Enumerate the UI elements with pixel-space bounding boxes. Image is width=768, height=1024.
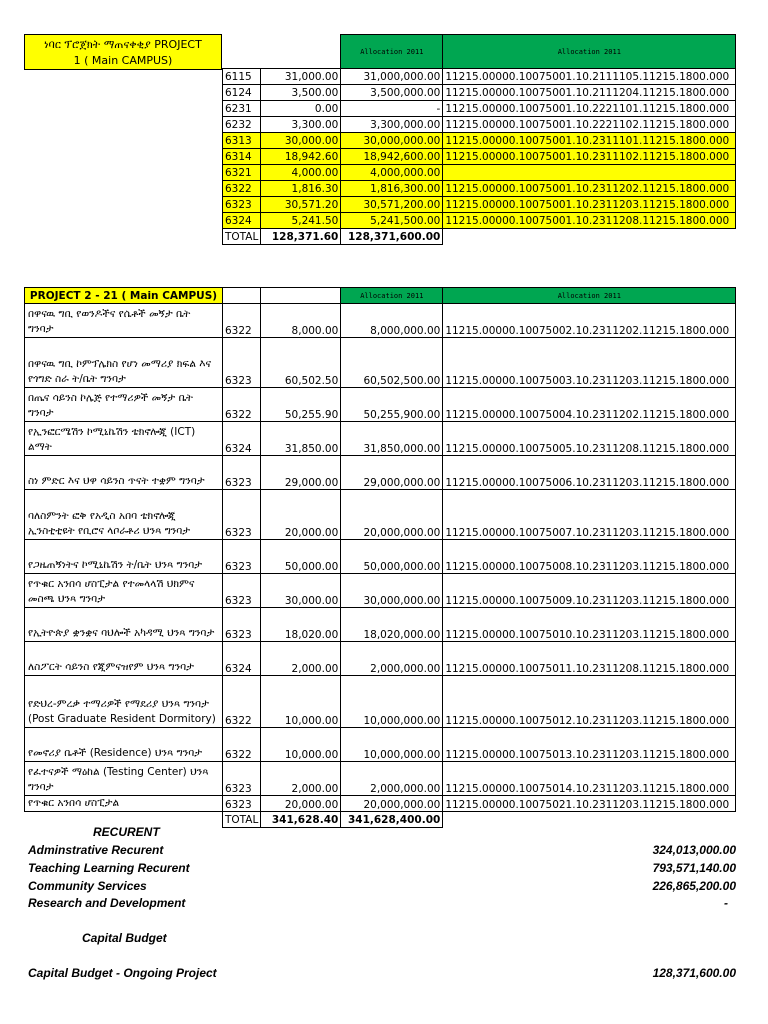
account-code-cell: 11215.00000.10075001.10.2111204.11215.1800.000 [443,85,736,101]
budget-code-cell: 6323 [223,490,261,540]
research-value: - [724,896,728,910]
project1-row [223,213,736,229]
budget-code-cell: 6322 [223,181,261,197]
allocation-header: Allocation 2011 [341,288,443,304]
teaching-recurent-value: 793,571,140.00 [652,861,736,875]
budget-code-cell: 6322 [223,728,261,762]
project-description-cell: የድህረ-ምረቃ ተማሪዎች የማደሪያ ህንጻ ግንባታ (Post Graduate Resident Dormitory) [25,676,223,728]
budget-code-cell: 6324 [223,642,261,676]
blank-cell [223,35,261,69]
allocation-cell: 10,000,000.00 [341,728,443,762]
project-description-cell: የጥቁር አንበሳ ሆስፒታል የተመላላሽ ህክምና መስጫ ህንጻ ግንባታ [25,574,223,608]
account-code-cell: 11215.00000.10075007.10.2311203.11215.1800.000 [443,490,736,540]
community-services-label: Community Services [28,879,147,893]
budget-code-cell: 6323 [223,456,261,490]
account-code-cell [443,165,736,181]
project-description-cell: በዋናዉ ግቢ ኮምፕሌክስ የሆነ መማሪያ ክፍል እና የጎግድ ስራ ት/ቤት ግንባታ [25,338,223,388]
account-code-cell: 11215.00000.10075012.10.2311203.11215.1800.000 [443,676,736,728]
allocation-cell: 30,000,000.00 [341,133,443,149]
allocation-header: Allocation 2011 [443,288,736,304]
project-description-cell: ለስፖርት ሳይንስ የጂምናዝየም ህንጻ ግንባታ [25,642,223,676]
budget-code-cell: 6323 [223,608,261,642]
project1-total-row [223,229,736,245]
project2-row [25,676,736,728]
amount-cell: 10,000.00 [261,676,341,728]
project2-row [25,762,736,796]
budget-code-cell: 6323 [223,796,261,812]
project1-row [223,149,736,165]
project1-title [24,34,222,70]
blank-cell [223,288,261,304]
amount-cell: 3,500.00 [261,85,341,101]
budget-code-cell: 6232 [223,117,261,133]
project2-header-row [25,288,736,304]
project1-row [223,85,736,101]
account-code-cell: 11215.00000.10075003.10.2311203.11215.1800.000 [443,338,736,388]
amount-cell: 31,000.00 [261,69,341,85]
account-code-cell: 11215.00000.10075001.10.2311102.11215.1800.000 [443,149,736,165]
project1-title-line2: 1 ( Main CAMPUS) [73,54,173,67]
project2-row [25,608,736,642]
allocation-header: Allocation 2011 [341,35,443,69]
amount-cell: 50,255.90 [261,388,341,422]
allocation-cell: 18,942,600.00 [341,149,443,165]
project2-row [25,728,736,762]
project-description-cell: ባለስምንት ፎቅ የአዲስ አበባ ቴክኖሎጂ ኢንስቲቲዩት የቢሮና ላቦራቶሪ ህንጻ ግንባታ [25,490,223,540]
budget-code-cell: 6323 [223,540,261,574]
account-code-cell: 11215.00000.10075013.10.2311203.11215.1800.000 [443,728,736,762]
allocation-cell: 20,000,000.00 [341,796,443,812]
account-code-cell: 11215.00000.10075001.10.2111105.11215.1800.000 [443,69,736,85]
blank-cell [261,35,341,69]
project1-row [223,165,736,181]
allocation-cell: 18,020,000.00 [341,608,443,642]
amount-cell: 2,000.00 [261,642,341,676]
project2-row [25,540,736,574]
budget-code-cell: 6322 [223,304,261,338]
budget-code-cell: 6324 [223,213,261,229]
capital-budget-label: Capital Budget [82,931,167,945]
project-description-cell: በዋናዉ ግቢ የወንዶችና የሴቶች መኝታ ቤት ግንባታ [25,304,223,338]
allocation-cell: 30,000,000.00 [341,574,443,608]
allocation-cell: 60,502,500.00 [341,338,443,388]
research-label: Research and Development [28,896,186,910]
capital-ongoing-label: Capital Budget - Ongoing Project [28,966,217,980]
amount-cell: 30,571.20 [261,197,341,213]
allocation-cell: 31,000,000.00 [341,69,443,85]
amount-cell: 29,000.00 [261,456,341,490]
amount-cell: 4,000.00 [261,165,341,181]
project1-title-line1: ነባር ፕሮጀክት ማጠናቀቂያ PROJECT [44,38,202,51]
allocation-cell: 31,850,000.00 [341,422,443,456]
admin-recurent-value: 324,013,000.00 [652,843,736,857]
project2-row [25,574,736,608]
amount-cell: 50,000.00 [261,540,341,574]
project1-row [223,117,736,133]
project1-table [222,34,736,245]
budget-code-cell: 6323 [223,762,261,796]
account-code-cell: 11215.00000.10075010.10.2311203.11215.1800.000 [443,608,736,642]
project1-row [223,101,736,117]
allocation-cell: 2,000,000.00 [341,762,443,796]
account-code-cell: 11215.00000.10075005.10.2311208.11215.1800.000 [443,422,736,456]
project-description-cell: በጤና ሳይንስ ኮሌጅ የተማሪዎች መኝታ ቤት ግንባታ [25,388,223,422]
project1-header-row [223,35,736,69]
amount-cell: 30,000.00 [261,133,341,149]
account-code-cell: 11215.00000.10075001.10.2221102.11215.1800.000 [443,117,736,133]
budget-code-cell: 6321 [223,165,261,181]
project2-row [25,456,736,490]
project2-title: PROJECT 2 - 21 ( Main CAMPUS) [25,288,223,304]
project2-table [24,287,736,828]
allocation-cell: 50,000,000.00 [341,540,443,574]
allocation-cell: - [341,101,443,117]
budget-code-cell: 6324 [223,422,261,456]
blank-cell [443,229,736,245]
budget-code-cell: 6313 [223,133,261,149]
budget-code-cell: 6323 [223,574,261,608]
project2-row [25,422,736,456]
project-description-cell: የፈተናዎች ማዕከል (Testing Center) ህንጻ ግንባታ [25,762,223,796]
account-code-cell: 11215.00000.10075001.10.2311101.11215.1800.000 [443,133,736,149]
amount-cell: 20,000.00 [261,796,341,812]
total-amount: 341,628.40 [261,812,341,828]
allocation-cell: 4,000,000.00 [341,165,443,181]
allocation-cell: 10,000,000.00 [341,676,443,728]
project1-row [223,69,736,85]
amount-cell: 30,000.00 [261,574,341,608]
amount-cell: 18,020.00 [261,608,341,642]
budget-code-cell: 6323 [223,197,261,213]
community-services-value: 226,865,200.00 [652,879,736,893]
project-description-cell: የመኖሪያ ቤቶች (Residence) ህንጻ ግንባታ [25,728,223,762]
budget-code-cell: 6323 [223,338,261,388]
amount-cell: 20,000.00 [261,490,341,540]
amount-cell: 5,241.50 [261,213,341,229]
total-label: TOTAL [223,812,261,828]
project-description-cell: ስነ ምድር እና ህዋ ሳይንስ ጥናት ተቋም ግንባታ [25,456,223,490]
budget-code-cell: 6124 [223,85,261,101]
project-description-cell: የኢንፎርሜሽን ኮሚኒኬሽን ቴክኖሎጂ (ICT) ልማት [25,422,223,456]
project2-row [25,490,736,540]
amount-cell: 60,502.50 [261,338,341,388]
project2-row [25,304,736,338]
project2-row [25,338,736,388]
account-code-cell: 11215.00000.10075011.10.2311208.11215.1800.000 [443,642,736,676]
amount-cell: 10,000.00 [261,728,341,762]
recurent-heading: RECURENT [93,825,160,839]
account-code-cell: 11215.00000.10075021.10.2311203.11215.1800.000 [443,796,736,812]
total-allocation: 128,371,600.00 [341,229,443,245]
amount-cell: 2,000.00 [261,762,341,796]
allocation-header: Allocation 2011 [443,35,736,69]
blank-cell [261,288,341,304]
amount-cell: 8,000.00 [261,304,341,338]
project2-row [25,388,736,422]
allocation-cell: 30,571,200.00 [341,197,443,213]
project-description-cell: የጥቁር አንበሳ ሆስፒታል [25,796,223,812]
budget-code-cell: 6115 [223,69,261,85]
total-allocation: 341,628,400.00 [341,812,443,828]
project-description-cell: የጋዜጠኝነትና ኮሚኒኬሽን ት/ቤት ህንጻ ግንባታ [25,540,223,574]
allocation-cell: 1,816,300.00 [341,181,443,197]
admin-recurent-label: Adminstrative Recurent [28,843,164,857]
allocation-cell: 8,000,000.00 [341,304,443,338]
capital-ongoing-value: 128,371,600.00 [652,966,736,980]
account-code-cell: 11215.00000.10075001.10.2311203.11215.1800.000 [443,197,736,213]
account-code-cell: 11215.00000.10075002.10.2311202.11215.1800.000 [443,304,736,338]
project-description-cell: የኢትዮጵያ ቋንቋና ባህሎች አካዳሚ ህንጻ ግንባታ [25,608,223,642]
amount-cell: 18,942.60 [261,149,341,165]
account-code-cell: 11215.00000.10075008.10.2311203.11215.1800.000 [443,540,736,574]
allocation-cell: 50,255,900.00 [341,388,443,422]
project2-row [25,642,736,676]
budget-code-cell: 6314 [223,149,261,165]
account-code-cell: 11215.00000.10075006.10.2311203.11215.1800.000 [443,456,736,490]
budget-code-cell: 6322 [223,676,261,728]
allocation-cell: 20,000,000.00 [341,490,443,540]
account-code-cell: 11215.00000.10075009.10.2311203.11215.1800.000 [443,574,736,608]
allocation-cell: 5,241,500.00 [341,213,443,229]
amount-cell: 0.00 [261,101,341,117]
blank-cell [443,812,736,828]
allocation-cell: 2,000,000.00 [341,642,443,676]
account-code-cell: 11215.00000.10075001.10.2221101.11215.1800.000 [443,101,736,117]
teaching-recurent-label: Teaching Learning Recurent [28,861,190,875]
budget-code-cell: 6231 [223,101,261,117]
project1-row [223,181,736,197]
allocation-cell: 29,000,000.00 [341,456,443,490]
amount-cell: 3,300.00 [261,117,341,133]
allocation-cell: 3,500,000.00 [341,85,443,101]
amount-cell: 1,816.30 [261,181,341,197]
project1-row [223,197,736,213]
project1-row [223,133,736,149]
budget-code-cell: 6322 [223,388,261,422]
allocation-cell: 3,300,000.00 [341,117,443,133]
project2-row [25,796,736,812]
total-amount: 128,371.60 [261,229,341,245]
account-code-cell: 11215.00000.10075014.10.2311203.11215.1800.000 [443,762,736,796]
amount-cell: 31,850.00 [261,422,341,456]
account-code-cell: 11215.00000.10075001.10.2311202.11215.1800.000 [443,181,736,197]
account-code-cell: 11215.00000.10075001.10.2311208.11215.1800.000 [443,213,736,229]
total-label: TOTAL [223,229,261,245]
account-code-cell: 11215.00000.10075004.10.2311202.11215.1800.000 [443,388,736,422]
